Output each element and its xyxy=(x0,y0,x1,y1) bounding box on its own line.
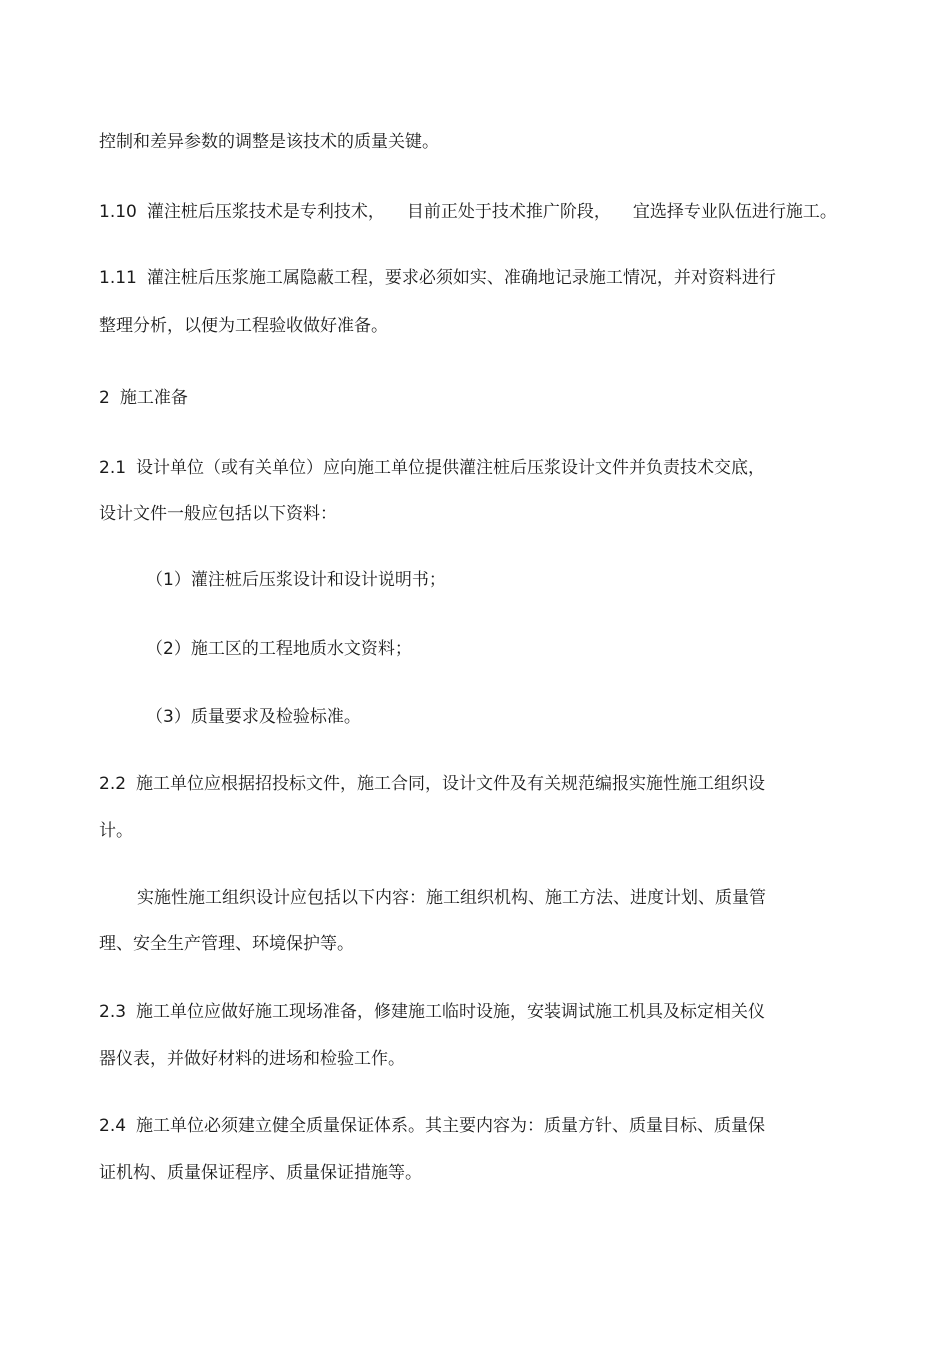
paragraph-line xyxy=(137,887,766,909)
clause-number: 2.4 xyxy=(99,1116,127,1136)
clause-2-3-continued xyxy=(99,1048,405,1070)
line-text: 实施性施工组织设计应包括以下内容：施工组织机构、施工方法、进度计划、质量管 xyxy=(137,888,766,908)
clause-2-2-continued xyxy=(99,820,133,842)
list-item xyxy=(146,706,361,728)
line-text: 计。 xyxy=(99,821,133,841)
clause-2-3 xyxy=(99,1001,765,1023)
clause-2-4-continued xyxy=(99,1162,422,1184)
clause-number: 1.11 xyxy=(99,268,137,288)
list-item-text: （3）质量要求及检验标准。 xyxy=(146,707,361,727)
clause-number: 2.2 xyxy=(99,774,127,794)
clause-text-part-b: 目前正处于技术推广阶段， xyxy=(406,202,611,222)
section-title: 施工准备 xyxy=(119,388,188,408)
line-text: 理、安全生产管理、环境保护等。 xyxy=(99,934,354,954)
list-item xyxy=(146,569,446,591)
line-text: 控制和差异参数的调整是该技术的质量关键。 xyxy=(99,132,439,152)
clause-text: 灌注桩后压浆施工属隐蔽工程，要求必须如实、准确地记录施工情况，并对资料进行 xyxy=(146,268,776,288)
list-item xyxy=(146,638,412,660)
clause-1-10 xyxy=(99,201,837,223)
clause-text-part-a: 灌注桩后压浆技术是专利技术， xyxy=(146,202,385,222)
paragraph-line xyxy=(99,131,439,153)
clause-number: 2.3 xyxy=(99,1002,127,1022)
clause-2-2 xyxy=(99,773,765,795)
clause-2-1 xyxy=(99,457,765,479)
section-heading-2 xyxy=(99,387,188,409)
list-item-text: （1）灌注桩后压浆设计和设计说明书； xyxy=(146,570,446,590)
clause-2-4 xyxy=(99,1115,765,1137)
list-item-text: （2）施工区的工程地质水文资料； xyxy=(146,639,412,659)
line-text: 证机构、质量保证程序、质量保证措施等。 xyxy=(99,1163,422,1183)
clause-number: 1.10 xyxy=(99,202,137,222)
clause-text: 施工单位应根据招投标文件，施工合同，设计文件及有关规范编报实施性施工组织设 xyxy=(136,774,766,794)
line-text: 整理分析，以便为工程验收做好准备。 xyxy=(99,316,388,336)
clause-text-part-c: 宜选择专业队伍进行施工。 xyxy=(632,202,837,222)
clause-text: 设计单位（或有关单位）应向施工单位提供灌注桩后压浆设计文件并负责技术交底， xyxy=(136,458,766,478)
line-text: 器仪表，并做好材料的进场和检验工作。 xyxy=(99,1049,405,1069)
paragraph-line xyxy=(99,933,354,955)
clause-2-1-continued xyxy=(99,503,337,525)
clause-1-11-continued xyxy=(99,315,388,337)
clause-number: 2.1 xyxy=(99,458,127,478)
line-text: 设计文件一般应包括以下资料： xyxy=(99,504,337,524)
section-number: 2 xyxy=(99,388,110,408)
clause-text: 施工单位必须建立健全质量保证体系。其主要内容为：质量方针、质量目标、质量保 xyxy=(136,1116,766,1136)
clause-1-11 xyxy=(99,267,776,289)
clause-text: 施工单位应做好施工现场准备，修建施工临时设施，安装调试施工机具及标定相关仪 xyxy=(136,1002,766,1022)
